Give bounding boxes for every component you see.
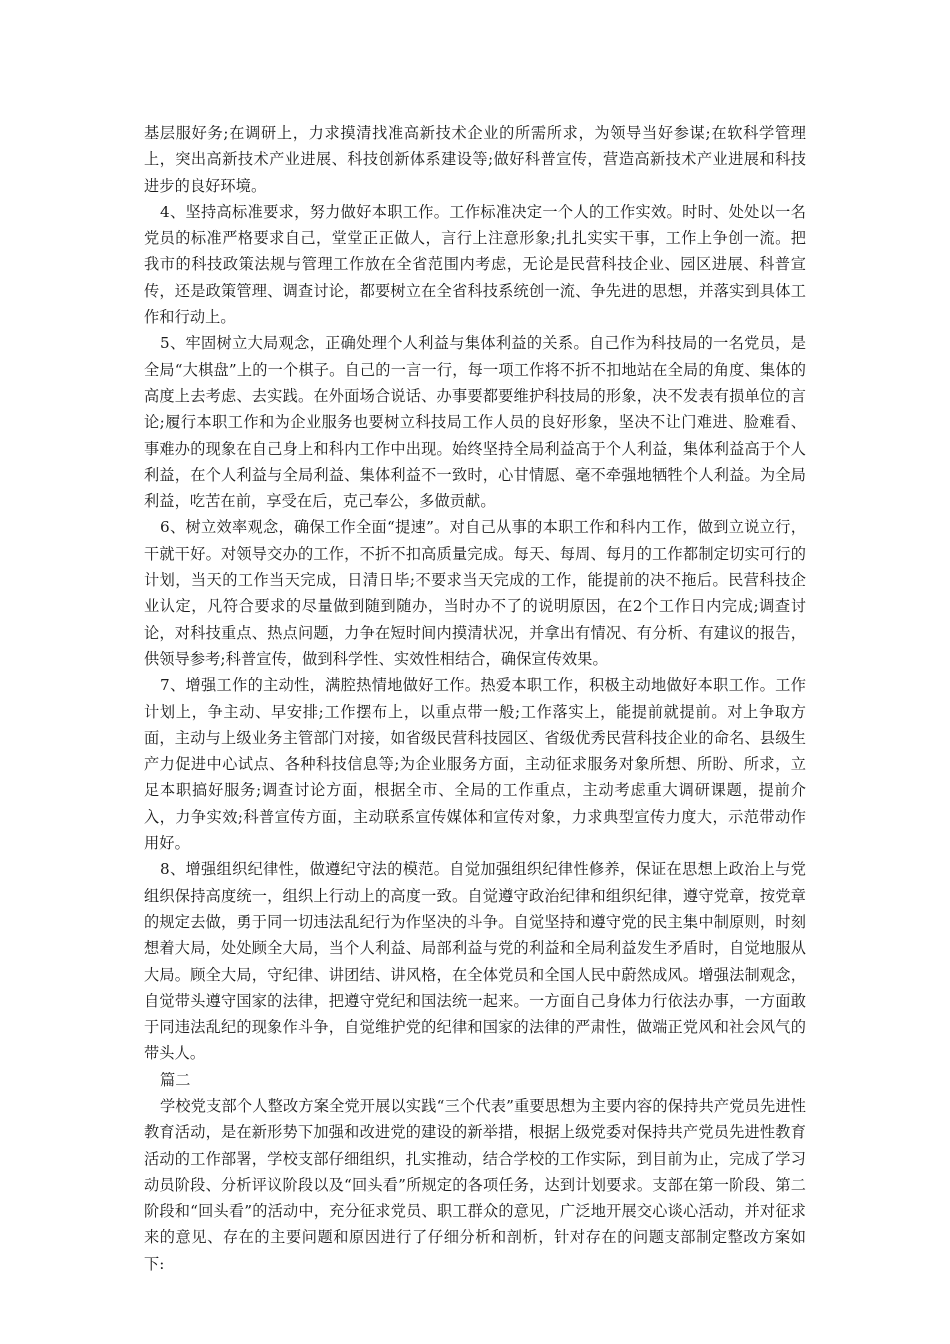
paragraph-item-8: 8、增强组织纪律性，做遵纪守法的模范。自觉加强组织纪律性修养，保证在思想上政治上与党组织保持高度统一，组织上行动上的高度一致。自觉遵守政治纪律和组织纪律，遵守党章，按党章的规定去做，勇于同一切违法乱纪行为作坚决的斗争。自觉坚持和遵守党的民主集中制原则，时刻想着大局，处处顾全大局，当个人利益、局部利益与党的利益和全局利益发生矛盾时，自觉地服从大局。顾全大局，守纪律、讲团结、讲风格，在全体党员和全国人民中蔚然成风。增强法制观念，自觉带头遵守国家的法律，把遵守党纪和国法统一起来。一方面自己身体力行依法办事，一方面敢于同违法乱纪的现象作斗争，自觉维护党的纪律和国家的法律的严肃性，做端正党风和社会风气的带头人。 (144, 860, 806, 1063)
paragraph-item-6: 6、树立效率观念，确保工作全面“提速”。对自己从事的本职工作和科内工作，做到立说立行，干就干好。对领导交办的工作，不折不扣高质量完成。每天、每周、每月的工作都制定切实可行的计划，当天的工作当天完成，日清日毕;不要求当天完成的工作，能提前的决不拖后。民营科技企业认定，凡符合要求的尽量做到随到随办，当时办不了的说明原因，在2个工作日内完成;调查讨论，对科技重点、热点问题，力争在短时间内摸清状况，并拿出有情况、有分析、有建议的报告，供领导参考;科普宣传，做到科学性、实效性相结合，确保宣传效果。 (144, 518, 806, 668)
paragraph-item-4: 4、坚持高标准要求，努力做好本职工作。工作标准决定一个人的工作实效。时时、处处以一名党员的标准严格要求自己，堂堂正正做人，言行上注意形象;扎扎实实干事，工作上争创一流。把我市的科技政策法规与管理工作放在全省范围内考虑，无论是民营科技企业、园区进展、科普宣传，还是政策管理、调查讨论，都要树立在全省科技系统创一流、争先进的思想，并落实到具体工作和行动上。 (144, 202, 806, 327)
document-body (144, 120, 806, 1277)
paragraph-continuation: 基层服好务;在调研上，力求摸清找准高新技术企业的所需所求，为领导当好参谋;在软科学管理上，突出高新技术产业进展、科技创新体系建设等;做好科普宣传，营造高新技术产业进展和科技进步的良好环境。 (144, 124, 806, 195)
paragraph-section-two-intro: 学校党支部个人整改方案全党开展以实践“三个代表”重要思想为主要内容的保持共产党员先进性教育活动，是在新形势下加强和改进党的建设的新举措，根据上级党委对保持共产党员先进性教育活动的工作部署，学校支部仔细组织，扎实推动，结合学校的工作实际，到目前为止，完成了学习动员阶段、分析评议阶段以及“回头看”所规定的各项任务，达到计划要求。支部在第一阶段、第二阶段和“回头看”的活动中，充分征求党员、职工群众的意见，广泛地开展交心谈心活动，并对征求来的意见、存在的主要问题和原因进行了仔细分析和剖析，针对存在的问题支部制定整改方案如下: (144, 1096, 806, 1273)
section-heading: 篇二 (160, 1070, 191, 1089)
paragraph-item-7: 7、增强工作的主动性，满腔热情地做好工作。热爱本职工作，积极主动地做好本职工作。工作计划上，争主动、早安排;工作摆布上，以重点带一般;工作落实上，能提前就提前。对上争取方面，主动与上级业务主管部门对接，如省级民营科技园区、省级优秀民营科技企业的命名、县级生产力促进中心试点、各种科技信息等;为企业服务方面，主动征求服务对象所想、所盼、所求，立足本职搞好服务;调查讨论方面，根据全市、全局的工作重点，主动考虑重大调研课题，提前介入，力争实效;科普宣传方面，主动联系宣传媒体和宣传对象，力求典型宣传力度大，示范带动作用好。 (144, 676, 806, 853)
paragraph-item-5: 5、牢固树立大局观念，正确处理个人利益与集体利益的关系。自己作为科技局的一名党员，是全局“大棋盘”上的一个棋子。自己的一言一行，每一项工作将不折不扣地站在全局的角度、集体的高度上去考虑、去实践。在外面场合说话、办事要都要维护科技局的形象，决不发表有损单位的言论;履行本职工作和为企业服务也要树立科技局工作人员的良好形象，坚决不让门难进、脸难看、事难办的现象在自己身上和科内工作中出现。始终坚持全局利益高于个人利益，集体利益高于个人利益，在个人利益与全局利益、集体利益不一致时，心甘情愿、毫不牵强地牺牲个人利益。为全局利益，吃苦在前，享受在后，克己奉公，多做贡献。 (144, 334, 806, 511)
